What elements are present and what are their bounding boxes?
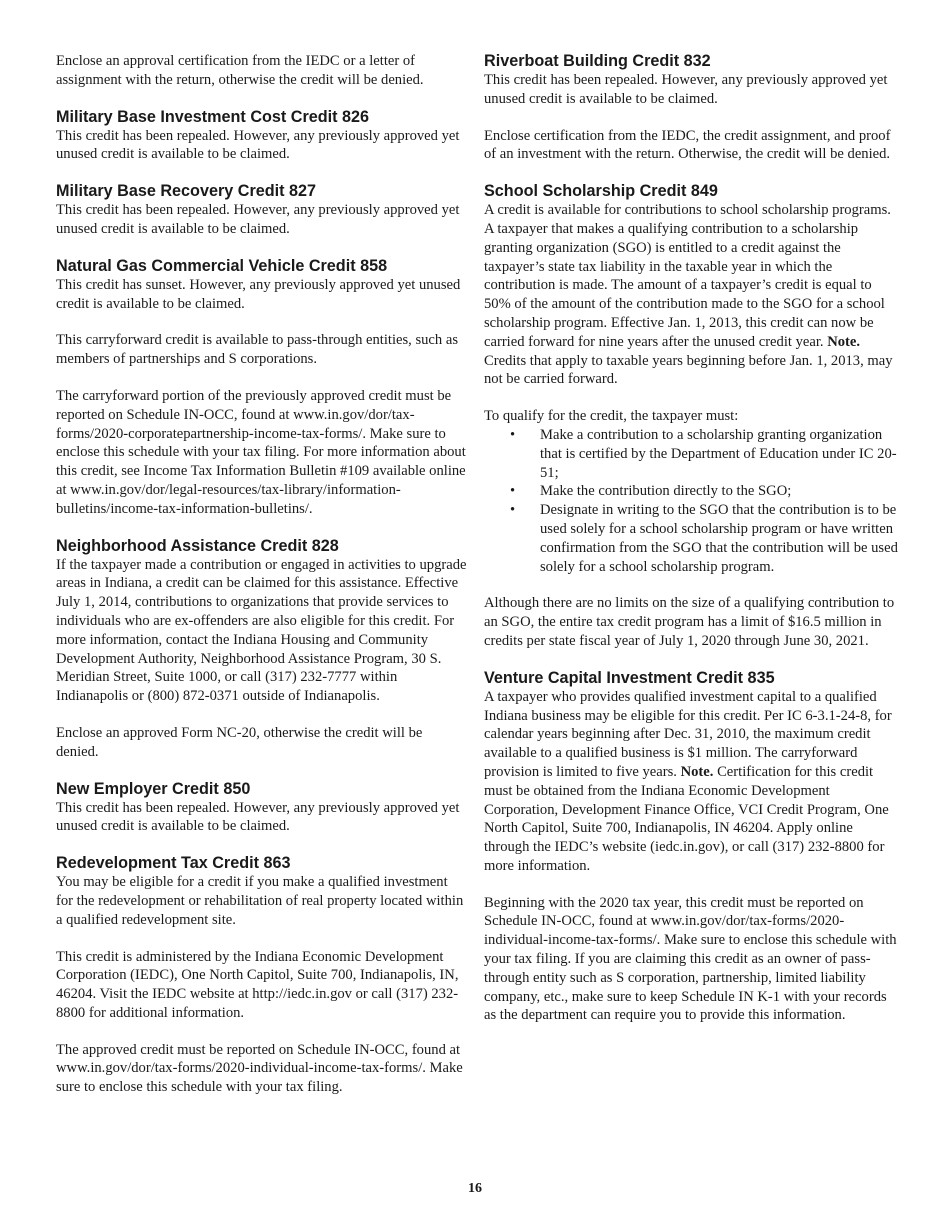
right-column	[484, 52, 898, 1043]
left-column	[56, 52, 468, 1115]
bullet-icon: •	[510, 426, 516, 443]
note-label: Note.	[827, 333, 861, 350]
section-riverboat	[484, 52, 898, 164]
section-redevelopment	[56, 854, 468, 1097]
section-neighborhood-assistance	[56, 537, 468, 762]
list-item	[484, 501, 898, 576]
list-item-text: Make the contribution directly to the SGO;	[540, 483, 792, 500]
section-title: School Scholarship Credit 849	[484, 182, 718, 201]
paragraph: Enclose certification from the IEDC, the credit assignment, and proof of an investment with the return. Otherwise, the credit will be denied.	[484, 127, 891, 163]
list-item	[484, 426, 898, 482]
section-school-scholarship	[484, 182, 898, 651]
section-title: Military Base Recovery Credit 827	[56, 182, 317, 201]
paragraph: This credit has been repealed. However, any previously approved yet unused credit is available to be claimed.	[56, 799, 460, 835]
paragraph: This carryforward credit is available to pass-through entities, such as members of partnerships and S corporations.	[56, 332, 459, 368]
note-label: Note.	[680, 763, 714, 780]
paragraph	[484, 688, 898, 876]
intro-paragraph: Enclose an approval certification from the IEDC or a letter of assignment with the return, otherwise the credit will be denied.	[56, 53, 424, 88]
qualify-intro: To qualify for the credit, the taxpayer must:	[484, 408, 739, 425]
paragraph: This credit is administered by the Indiana Economic Development Corporation (IEDC), One North Capitol, Suite 700, Indianapolis, IN, 46204. Visit the IEDC website at http://iedc.in.gov or call (317) 232- 8800 for additional information.	[56, 948, 459, 1021]
section-new-employer	[56, 780, 468, 837]
paragraph: The approved credit must be reported on Schedule IN-OCC, found at www.in.gov/dor/tax-forms/2020-individual-income-tax-forms/. Make sure to enclose this schedule with your tax filing.	[56, 1041, 463, 1096]
section-title: Redevelopment Tax Credit 863	[56, 854, 291, 873]
paragraph	[484, 201, 898, 389]
paragraph-text: A credit is available for contributions to school scholarship programs. A taxpayer that makes a qualifying contribution to a scholarship granting organization (SGO) is entitled to a credit against the taxpayer’s state tax liability in the taxable year in which the contribution is made. The amount of a taxpayer’s credit is equal to 50% of the amount of the contribution made to the SGO for a school scholarship program. Effective Jan. 1, 2013, this credit can now be carried forward for nine years after the unused credit year.	[484, 202, 891, 350]
note-text: Certification for this credit must be obtained from the Indiana Economic Development Corporation, Development Finance Office, VCI Credit Program, One North Capitol, Suite 700, Indianapolis, IN 46204. Apply online through the IEDC’s website (iedc.in.gov), or call (317) 232-8800 for more information.	[484, 763, 889, 874]
section-title: Natural Gas Commercial Vehicle Credit 858	[56, 256, 388, 275]
section-title: Venture Capital Investment Credit 835	[484, 668, 775, 687]
bullet-icon: •	[510, 502, 516, 519]
paragraph: This credit has sunset. However, any previously approved yet unused credit is available to be claimed.	[56, 276, 461, 312]
paragraph: This credit has been repealed. However, any previously approved yet unused credit is available to be claimed.	[484, 72, 888, 107]
paragraph: This credit has been repealed. However, any previously approved yet unused credit is available to be claimed.	[56, 202, 460, 237]
list-item	[484, 482, 898, 501]
list-item-text: Make a contribution to a scholarship granting organization that is certified by the Department of Education under IC 20-51;	[540, 426, 897, 481]
paragraph: Enclose an approved Form NC-20, otherwise the credit will be denied.	[56, 724, 423, 760]
section-military-base-investment	[56, 108, 468, 165]
section-title: Military Base Investment Cost Credit 826	[56, 107, 370, 126]
paragraph-text: A taxpayer who provides qualified investment capital to a qualified Indiana business may be eligible for this credit. Per IC 6-3.1-24-8, for calendar years beginning after Dec. 31, 2010, the maximum credit available to a qualified business is $1 million. The carryforward provision is limited to five years.	[484, 688, 892, 780]
qualify-list	[484, 426, 898, 576]
page-number: 16	[468, 1181, 482, 1196]
paragraph: If the taxpayer made a contribution or engaged in activities to upgrade areas in Indiana, a credit can be claimed for this assistance. Effective July 1, 2014, contributions to organizations that provide services to individuals who are ex-offenders are also eligible for this credit. For more information, contact the Indiana Housing and Community Development Authority, Neighborhood Assistance Program, 30 S. Meridian Street, Suite 1000, or call (317) 232-7777 within Indianapolis or (800) 872-0371 outside of Indianapolis.	[56, 556, 467, 705]
section-title: Neighborhood Assistance Credit 828	[56, 536, 339, 555]
paragraph: You may be eligible for a credit if you make a qualified investment for the redevelopment or rehabilitation of real property located within a qualified redevelopment site.	[56, 874, 464, 928]
paragraph: Beginning with the 2020 tax year, this credit must be reported on Schedule IN-OCC, found at www.in.gov/dor/tax-forms/2020-individual-income-tax-forms/. Make sure to enclose this schedule with your tax filing. If you are claiming this credit as an owner of pass-through entity such as S corporation, partnership, limited liability company, etc., make sure to keep Schedule IN K-1 with your records as the department can require you to provide this information.	[484, 894, 897, 1024]
paragraph: This credit has been repealed. However, any previously approved yet unused credit is available to be claimed.	[56, 127, 460, 163]
section-title: Riverboat Building Credit 832	[484, 52, 711, 70]
bullet-icon: •	[510, 483, 516, 500]
section-title: New Employer Credit 850	[56, 779, 251, 798]
paragraph: The carryforward portion of the previously approved credit must be reported on Schedule IN-OCC, found at www.in.gov/dor/tax-forms/2020-corporatepartnership-income-tax-forms/. Make sure to enclose this schedule with your tax filing. For more information about this credit, see Income Tax Information Bulletin #109 available online at www.in.gov/dor/legal-resources/tax-library/information-bulletins/income-tax-information-bulletins/.	[56, 387, 466, 517]
section-natural-gas	[56, 257, 468, 519]
note-text: Credits that apply to taxable years beginning before Jan. 1, 2013, may not be carried forward.	[484, 352, 893, 388]
section-military-base-recovery	[56, 182, 468, 239]
paragraph: Although there are no limits on the size of a qualifying contribution to an SGO, the entire tax credit program has a limit of $16.5 million in credits per state fiscal year of July 1, 2020 through June 30, 2021.	[484, 595, 895, 649]
section-venture-capital	[484, 669, 898, 1026]
list-item-text: Designate in writing to the SGO that the contribution is to be used solely for a school scholarship program or have written confirmation from the SGO that the contribution will be used solely for a school scholarship program.	[540, 502, 898, 575]
